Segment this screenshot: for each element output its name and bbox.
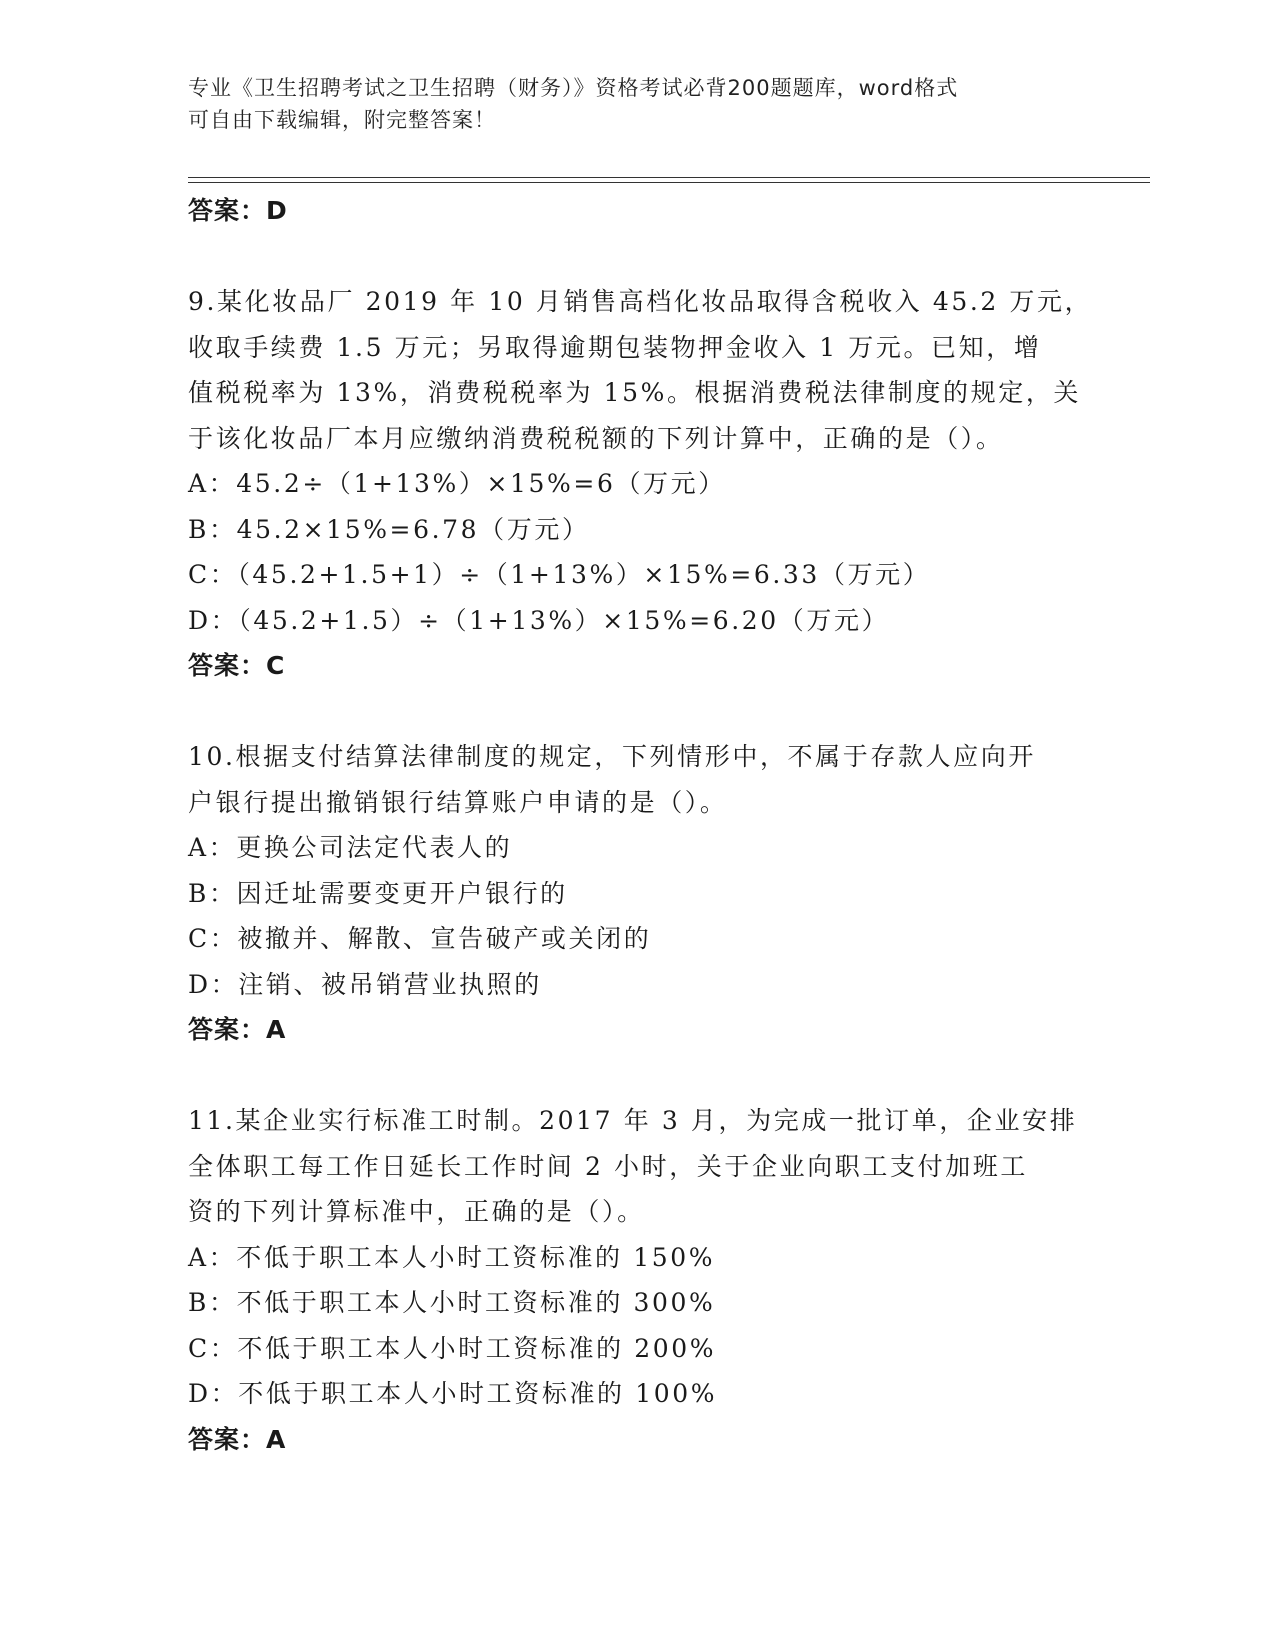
question-text-line: 收取手续费 1.5 万元；另取得逾期包装物押金收入 1 万元。已知，增: [188, 332, 1042, 362]
answer-value: A: [266, 1015, 287, 1044]
question-text-line: 户银行提出撤销银行结算账户申请的是（）。: [188, 787, 728, 817]
option-b: B：45.2×15%=6.78（万元）: [188, 514, 590, 544]
question-9: [188, 279, 1093, 689]
header-line-1: 专业《卫生招聘考试之卫生招聘（财务）》资格考试必背200题题库，word格式: [188, 76, 959, 100]
page-header: [188, 72, 1068, 136]
header-rule-top: [188, 177, 1150, 178]
header-rule-bottom: [188, 182, 1150, 183]
answer-value: C: [266, 651, 286, 680]
question-11: [188, 1098, 1088, 1462]
option-b: B：不低于职工本人小时工资标准的 300%: [188, 1288, 716, 1317]
question-text-line: 10.根据支付结算法律制度的规定，下列情形中，不属于存款人应向开: [188, 742, 1036, 771]
question-text-line: 9.某化妆品厂 2019 年 10 月销售高档化妆品取得含税收入 45.2 万元，: [188, 287, 1093, 316]
answer-value: D: [266, 196, 288, 225]
spacer: [188, 689, 1088, 735]
question-text-line: 全体职工每工作日延长工作时间 2 小时，关于企业向职工支付加班工: [188, 1151, 1029, 1181]
document-body: [188, 188, 1093, 1462]
header-line-2: 可自由下载编辑，附完整答案！: [188, 108, 496, 132]
option-d: D：（45.2+1.5）÷（1+13%）×15%=6.20（万元）: [188, 605, 890, 635]
answer-label: 答案：: [188, 651, 267, 680]
answer-label: 答案：: [188, 1424, 267, 1454]
spacer: [188, 1053, 1088, 1099]
question-text-line: 11.某企业实行标准工时制。2017 年 3 月，为完成一批订单，企业安排: [188, 1106, 1078, 1135]
option-d: D：注销、被吊销营业执照的: [188, 969, 542, 999]
option-d: D：不低于职工本人小时工资标准的 100%: [188, 1379, 718, 1408]
answer-question-9: [188, 643, 1088, 689]
answer-question-8: [188, 188, 1088, 234]
answer-label: 答案：: [188, 196, 267, 225]
option-c: C：（45.2+1.5+1）÷（1+13%）×15%=6.33（万元）: [188, 560, 931, 589]
option-c: C：不低于职工本人小时工资标准的 200%: [188, 1333, 717, 1363]
answer-value: A: [266, 1424, 287, 1454]
option-c: C：被撤并、解散、宣告破产或关闭的: [188, 924, 652, 953]
question-text-line: 于该化妆品厂本月应缴纳消费税税额的下列计算中，正确的是（）。: [188, 423, 1004, 453]
spacer: [188, 234, 1088, 280]
option-a: A：不低于职工本人小时工资标准的 150%: [188, 1242, 716, 1272]
answer-question-10: [188, 1007, 1088, 1053]
question-text-line: 值税税率为 13%，消费税税率为 15%。根据消费税法律制度的规定，关: [188, 378, 1082, 407]
option-b: B：因迁址需要变更开户银行的: [188, 878, 568, 908]
option-a: A：更换公司法定代表人的: [188, 833, 513, 862]
option-a: A：45.2÷（1+13%）×15%=6（万元）: [188, 469, 726, 498]
answer-label: 答案：: [188, 1015, 267, 1044]
question-text-line: 资的下列计算标准中，正确的是（）。: [188, 1197, 645, 1226]
answer-question-11: [188, 1417, 1088, 1463]
question-10: [188, 734, 1088, 1053]
